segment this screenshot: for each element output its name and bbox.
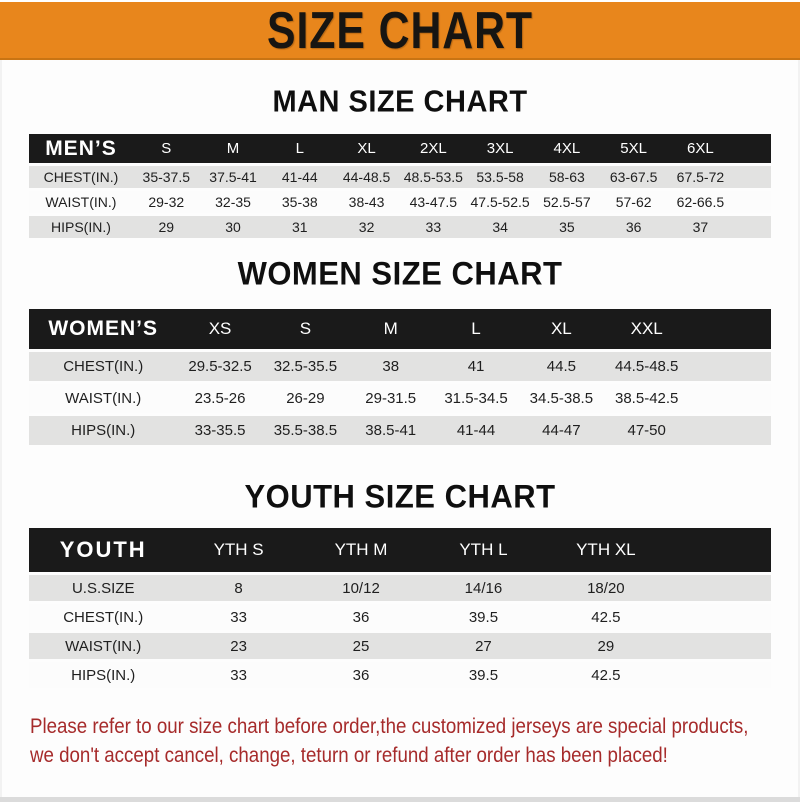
size-value-cell: 41-44 xyxy=(456,422,496,439)
table-row xyxy=(29,216,771,238)
size-value-cell: 26-29 xyxy=(286,390,325,407)
table-row xyxy=(29,384,771,413)
table-header-row xyxy=(29,309,771,349)
size-value-cell: 57-62 xyxy=(615,194,652,210)
table-row xyxy=(29,575,771,601)
size-value-cell: 30 xyxy=(225,219,241,235)
size-value-cell: 32 xyxy=(358,219,375,235)
size-value-cell: 53.5-58 xyxy=(476,169,524,185)
size-column-header: 4XL xyxy=(553,140,581,157)
size-value-cell: 14/16 xyxy=(464,579,503,597)
size-value-cell: 62-66.5 xyxy=(676,194,725,210)
man-size-chart-title: MAN SIZE CHART xyxy=(272,85,528,119)
size-value-cell: 18/20 xyxy=(587,579,625,597)
size-value-cell: 32.5-35.5 xyxy=(273,358,338,375)
size-value-cell: 44.5-48.5 xyxy=(615,358,679,375)
size-column-header: 3XL xyxy=(486,140,514,157)
women-size-chart-title: WOMEN SIZE CHART xyxy=(237,254,563,293)
size-value-cell: 42.5 xyxy=(591,666,621,684)
size-value-cell: 67.5-72 xyxy=(676,169,725,185)
table-row xyxy=(29,662,771,688)
size-value-cell: 38-43 xyxy=(348,194,385,210)
size-value-cell: 38 xyxy=(382,358,400,375)
size-column-header: 6XL xyxy=(687,140,714,157)
size-value-cell: 29 xyxy=(597,637,615,655)
size-value-cell: 33 xyxy=(230,666,247,684)
size-value-cell: 39.5 xyxy=(468,608,499,626)
row-label: CHEST(IN.) xyxy=(63,608,144,626)
size-value-cell: 48.5-53.5 xyxy=(403,169,463,185)
row-label: WAIST(IN.) xyxy=(65,637,142,655)
size-value-cell: 38.5-41 xyxy=(365,422,417,439)
size-value-cell: 36 xyxy=(352,608,370,626)
size-value-cell: 37 xyxy=(692,219,709,235)
size-column-header: 5XL xyxy=(620,140,647,157)
youth-size-chart-title: YOUTH SIZE CHART xyxy=(244,477,556,516)
size-column-header: S xyxy=(161,140,172,157)
table-row xyxy=(29,191,771,213)
row-label: CHEST(IN.) xyxy=(43,169,119,185)
size-value-cell: 36 xyxy=(352,666,370,684)
size-value-cell: 31.5-34.5 xyxy=(444,390,508,407)
row-label: HIPS(IN.) xyxy=(71,422,136,439)
size-value-cell: 43-47.5 xyxy=(409,194,458,210)
size-column-header: L xyxy=(295,140,304,157)
size-column-header: YTH L xyxy=(459,540,508,559)
size-column-header: YTH S xyxy=(213,540,264,559)
size-value-cell: 35-38 xyxy=(281,194,318,210)
womens-size-table xyxy=(29,306,771,448)
size-value-cell: 47.5-52.5 xyxy=(470,194,530,210)
size-value-cell: 39.5 xyxy=(468,666,499,684)
size-column-header: L xyxy=(471,319,481,338)
table-group-label: WOMEN’S xyxy=(48,317,159,340)
size-column-header: XXL xyxy=(630,319,663,338)
row-spacer xyxy=(667,575,771,601)
size-column-header: YTH M xyxy=(334,540,388,559)
row-label: U.S.SIZE xyxy=(71,579,135,597)
order-policy-line-2: we don't accept cancel, change, teturn or refund after order has been placed! xyxy=(30,743,668,767)
size-value-cell: 44.5 xyxy=(546,358,576,375)
size-value-cell: 41-44 xyxy=(281,169,318,185)
size-value-cell: 52.5-57 xyxy=(543,194,591,210)
row-spacer xyxy=(667,633,771,659)
size-value-cell: 33 xyxy=(230,608,247,626)
table-header-row xyxy=(29,528,771,572)
size-value-cell: 25 xyxy=(352,637,370,655)
table-group-label: MEN’S xyxy=(45,136,117,160)
size-value-cell: 31 xyxy=(292,219,308,235)
size-value-cell: 38.5-42.5 xyxy=(615,390,679,407)
row-label: WAIST(IN.) xyxy=(45,194,117,210)
size-value-cell: 36 xyxy=(625,219,642,235)
table-row xyxy=(29,166,771,188)
row-spacer xyxy=(689,352,771,381)
size-value-cell: 63-67.5 xyxy=(609,169,658,185)
row-spacer xyxy=(734,191,771,213)
row-spacer xyxy=(689,384,771,413)
size-column-header: XL xyxy=(357,140,376,157)
header-spacer xyxy=(667,528,771,572)
size-value-cell: 34 xyxy=(492,219,508,235)
size-chart-page xyxy=(0,2,800,802)
size-column-header: M xyxy=(383,319,398,338)
size-column-header: M xyxy=(226,140,240,157)
table-header-row xyxy=(29,134,771,163)
size-value-cell: 29-32 xyxy=(148,194,185,210)
size-value-cell: 37.5-41 xyxy=(209,169,257,185)
row-spacer xyxy=(667,662,771,688)
mens-size-table xyxy=(29,131,771,241)
order-policy-note xyxy=(30,712,800,770)
size-column-header: 2XL xyxy=(419,140,447,157)
header-spacer xyxy=(734,134,771,163)
size-column-header: XS xyxy=(208,319,232,338)
size-value-cell: 42.5 xyxy=(591,608,621,626)
table-group-label: YOUTH xyxy=(59,537,147,562)
size-value-cell: 58-63 xyxy=(548,169,585,185)
row-label: HIPS(IN.) xyxy=(51,219,111,235)
size-column-header: XL xyxy=(550,319,572,338)
size-value-cell: 27 xyxy=(475,637,492,655)
size-value-cell: 35 xyxy=(559,219,575,235)
table-row xyxy=(29,352,771,381)
size-value-cell: 32-35 xyxy=(215,194,251,210)
size-value-cell: 29 xyxy=(158,219,175,235)
size-value-cell: 23 xyxy=(230,637,247,655)
size-value-cell: 47-50 xyxy=(627,422,666,439)
table-row xyxy=(29,416,771,445)
row-spacer xyxy=(667,604,771,630)
size-value-cell: 23.5-26 xyxy=(194,390,246,407)
size-column-header: S xyxy=(299,319,312,338)
size-value-cell: 8 xyxy=(234,579,243,597)
row-label: CHEST(IN.) xyxy=(63,358,144,375)
size-chart-banner xyxy=(0,2,800,60)
size-value-cell: 10/12 xyxy=(342,579,380,597)
table-row xyxy=(29,604,771,630)
row-spacer xyxy=(689,416,771,445)
size-value-cell: 41 xyxy=(467,358,485,375)
size-value-cell: 29.5-32.5 xyxy=(188,358,252,375)
size-value-cell: 35-37.5 xyxy=(142,169,191,185)
size-value-cell: 29-31.5 xyxy=(365,390,417,407)
size-value-cell: 34.5-38.5 xyxy=(529,390,594,407)
size-value-cell: 44-47 xyxy=(542,422,581,439)
size-value-cell: 35.5-38.5 xyxy=(273,422,338,439)
order-policy-line-1: Please refer to our size chart before order,the customized jerseys are special products, xyxy=(30,714,749,738)
banner-title: SIZE CHART xyxy=(267,0,533,60)
size-value-cell: 33 xyxy=(425,219,442,235)
row-spacer xyxy=(734,166,771,188)
row-label: WAIST(IN.) xyxy=(65,390,142,407)
size-value-cell: 33-35.5 xyxy=(194,422,246,439)
table-row xyxy=(29,633,771,659)
size-value-cell: 44-48.5 xyxy=(342,169,391,185)
youth-size-table xyxy=(29,525,771,691)
size-column-header: YTH XL xyxy=(576,540,636,559)
header-spacer xyxy=(689,309,771,349)
row-spacer xyxy=(734,216,771,238)
row-label: HIPS(IN.) xyxy=(71,666,136,684)
